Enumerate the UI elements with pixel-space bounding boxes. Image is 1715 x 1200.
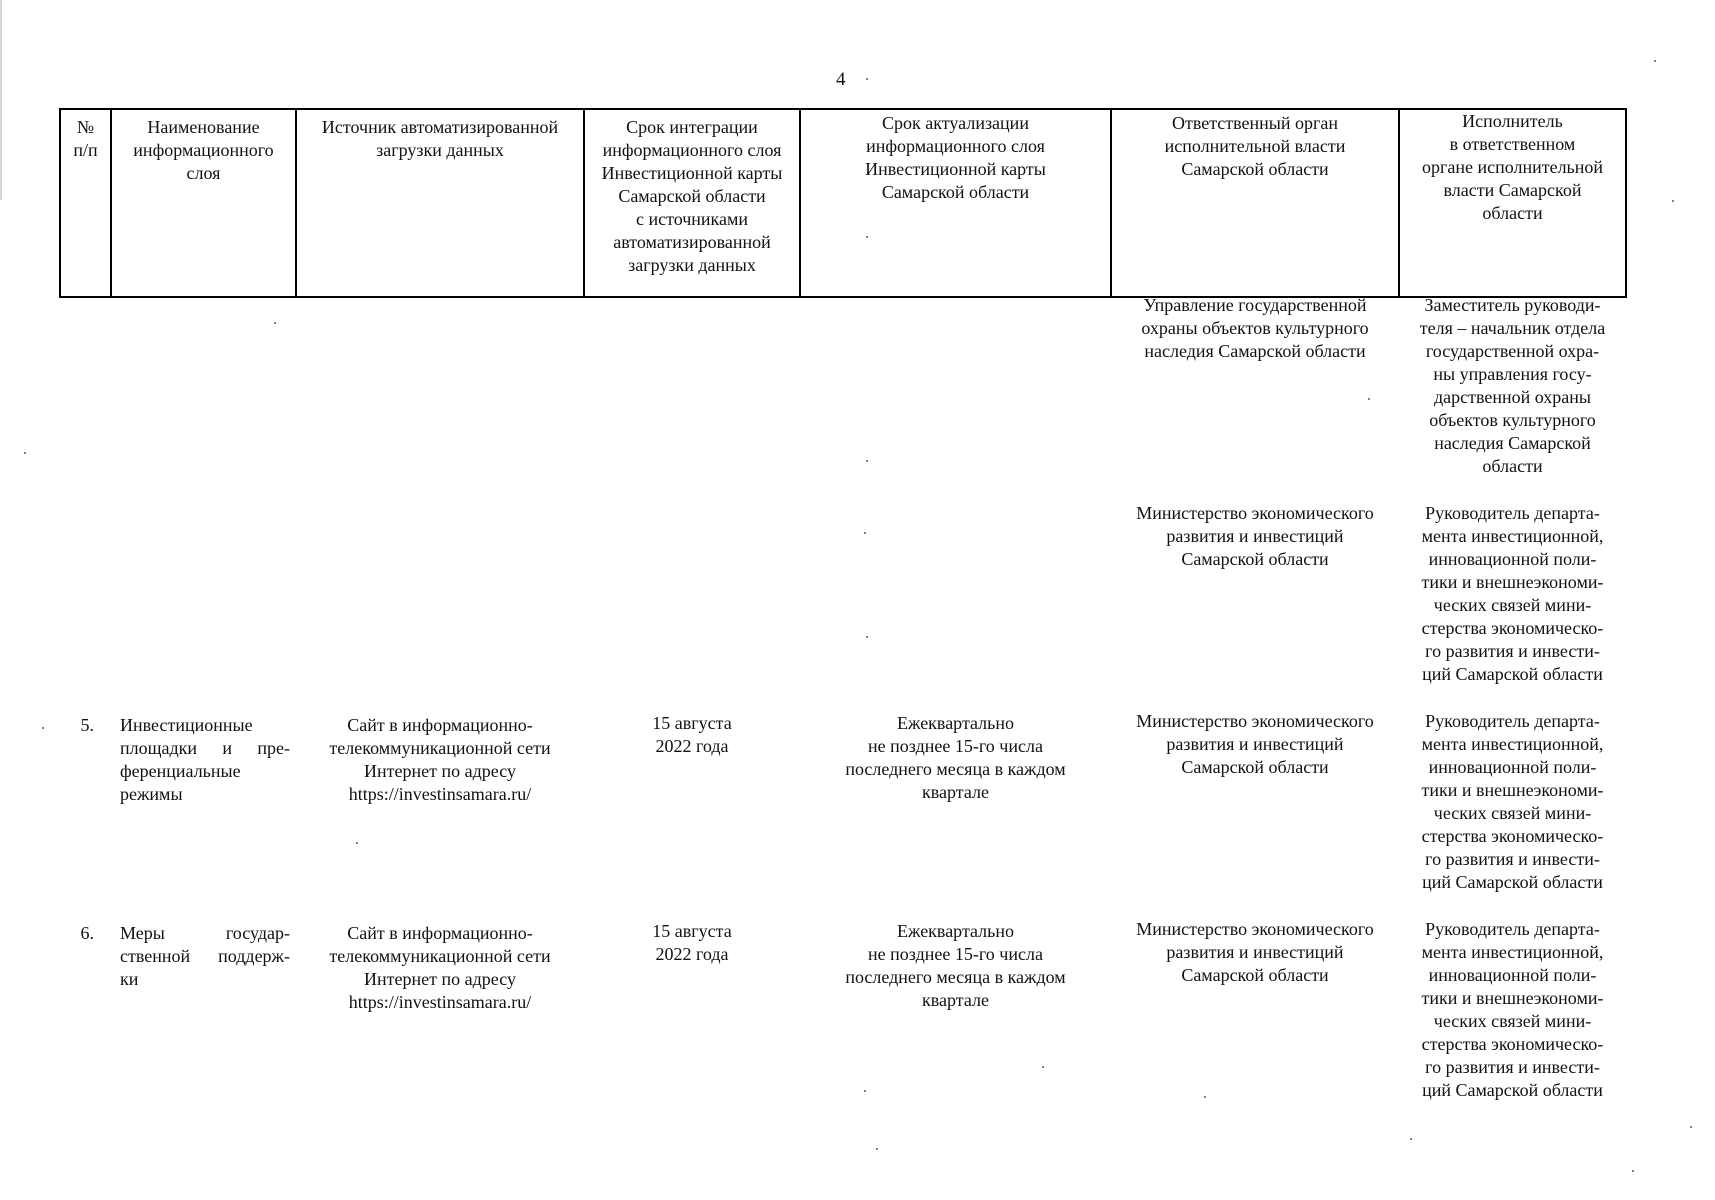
page-number: 4 xyxy=(836,69,846,90)
header-source: Источник автоматизированной загрузки данных xyxy=(321,117,559,160)
cell-executor: Руководитель департа- мента инвестиционной, инновационной поли- тики и внешнеэкономи- ческих связей мини- стерства экономическо- го развития и инвести- ций Самарской области xyxy=(1421,711,1604,892)
scan-speck xyxy=(876,1148,878,1150)
scan-edge xyxy=(0,0,2,200)
cell-source: Сайт в информационно- телекоммуникационной сети Интернет по адресу https://investinsamara.ru/ xyxy=(329,715,551,804)
header-num: № п/п xyxy=(73,117,98,160)
cell-layer-name-line: Меры государ- xyxy=(120,923,290,943)
scan-speck xyxy=(1042,1066,1044,1068)
cell-executor: Руководитель департа- мента инвестиционной, инновационной поли- тики и внешнеэкономи- ческих связей мини- стерства экономическо- го развития и инвести- ций Самарской области xyxy=(1421,503,1604,684)
header-integration-deadline: Срок интеграции информационного слоя Инвестиционной карты Самарской области с источниками автоматизированной загрузки данных xyxy=(601,117,783,275)
cell-update-deadline: Ежеквартально не позднее 15-го числа последнего месяца в каждом квартале xyxy=(845,921,1066,1010)
scan-speck xyxy=(1368,398,1370,400)
cell-update-deadline: Ежеквартально не позднее 15-го числа последнего месяца в каждом квартале xyxy=(845,713,1066,802)
cell-authority: Министерство экономического развития и инвестиций Самарской области xyxy=(1136,919,1374,985)
scan-speck xyxy=(1690,1126,1692,1128)
cell-executor: Заместитель руководи- теля – начальник отдела государственной охра- ны управления госу- дарственной охраны объектов культурного наследия Самарской области xyxy=(1419,295,1606,476)
scan-speck xyxy=(864,532,866,534)
header-layer-name: Наименование информационного слоя xyxy=(133,117,274,183)
cell-authority: Управление государственной охраны объектов культурного наследия Самарской области xyxy=(1141,295,1369,361)
cell-layer-name-line: режимы xyxy=(120,784,183,804)
scan-speck xyxy=(356,842,358,844)
scan-speck xyxy=(274,322,276,324)
scan-speck xyxy=(866,636,868,638)
cell-layer-name-line: Инвестиционные xyxy=(120,715,253,735)
cell-integration-deadline: 15 августа 2022 года xyxy=(652,713,732,756)
scan-speck xyxy=(1654,60,1656,62)
cell-num: 5. xyxy=(80,715,94,735)
cell-source: Сайт в информационно- телекоммуникационной сети Интернет по адресу https://investinsamara.ru/ xyxy=(329,923,551,1012)
scan-speck xyxy=(1632,1170,1634,1172)
scan-speck xyxy=(1410,1138,1412,1140)
cell-executor: Руководитель департа- мента инвестиционной, инновационной поли- тики и внешнеэкономи- ческих связей мини- стерства экономическо- го развития и инвести- ций Самарской области xyxy=(1421,919,1604,1100)
scan-speck xyxy=(24,452,26,454)
cell-layer-name-line: площадки и пре- xyxy=(120,738,290,758)
scan-speck xyxy=(1672,200,1674,202)
header-divider xyxy=(1625,108,1627,298)
cell-num: 6. xyxy=(80,923,94,943)
scan-speck xyxy=(42,727,44,729)
header-executor: Исполнитель в ответственном органе исполнительной власти Самарской области xyxy=(1421,111,1604,223)
cell-integration-deadline: 15 августа 2022 года xyxy=(652,921,732,964)
header-authority: Ответственный орган исполнительной власти Самарской области xyxy=(1164,113,1346,179)
cell-authority: Министерство экономического развития и инвестиций Самарской области xyxy=(1136,503,1374,569)
cell-authority: Министерство экономического развития и инвестиций Самарской области xyxy=(1136,711,1374,777)
header-update-deadline: Срок актуализации информационного слоя Инвестиционной карты Самарской области xyxy=(865,113,1046,202)
scan-speck xyxy=(866,460,868,462)
scan-speck xyxy=(864,1090,866,1092)
cell-layer-name-line: ференциальные xyxy=(120,761,241,781)
cell-layer-name xyxy=(120,922,290,991)
scan-speck xyxy=(1204,1096,1206,1098)
scan-speck xyxy=(866,78,868,80)
scan-speck xyxy=(866,236,868,238)
cell-layer-name-line: ки xyxy=(120,969,139,989)
cell-layer-name xyxy=(120,714,290,806)
cell-layer-name-line: ственной поддерж- xyxy=(120,946,290,966)
